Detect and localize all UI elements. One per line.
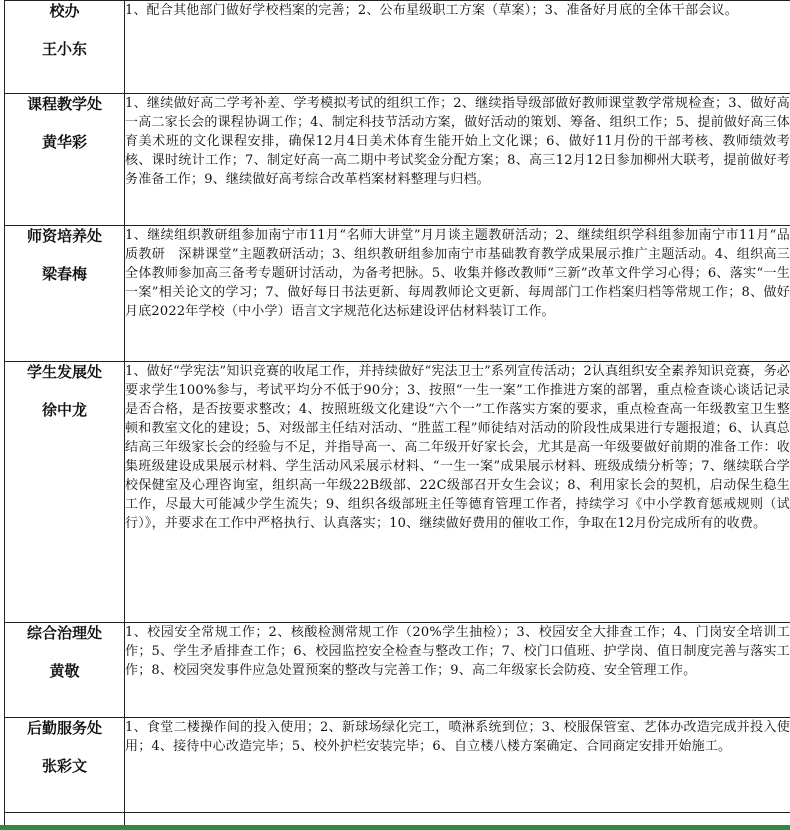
department-name: 综合治理处: [26, 624, 102, 642]
person-name: 徐中龙: [41, 401, 87, 419]
department-cell: [5, 623, 125, 718]
person-name: 黄华彩: [41, 133, 87, 151]
table-row: [5, 226, 790, 362]
table-row-empty: [5, 813, 790, 826]
work-content: 1、继续组织教研组参加南宁市11月“名师大讲堂”月月谈主题教研活动；2、继续组织学科组参加南宁市11月“品质教研 深耕课堂”主题教研活动；3、组织教研组参加南宁市基础教育教学成果展示推广主题活动。4、组织高三全体教师参加高三备考专题研讨活动，为备考把脉。5、收集并修改教师“三新”改革文件学习心得；6、落实“一生一案”相关论文的学习；7、做好每日书法更新、每周教师论文更新、每周部门工作档案归档等常规工作；8、做好月底2022年学校（中小学）语言文字规范化达标建设评估材料装订工作。: [125, 226, 790, 362]
person-name: 张彩文: [41, 757, 87, 775]
department-cell: [5, 94, 125, 226]
department-cell: [5, 718, 125, 813]
work-content: 1、做好“学宪法”知识竞赛的收尾工作，并持续做好“宪法卫士”系列宣传活动；2认真组织安全素养知识竞赛，务必要求学生100%参与，考试平均分不低于90分；3、按照“一生一案”工作推进方案的部署，重点检查谈心谈话记录是否合格，是否按要求整改；4、按照班级文化建设“六个一”工作落实方案的要求，重点检查高一年级教室卫生整顿和教室文化的建设；5、对级部主任结对活动、“胜蓝工程”师徒结对活动的阶段性成果进行专题报道；6、认真总结高三年级家长会的经验与不足，并指导高一、高二年级开好家长会，尤其是高一年级要做好前期的准备工作：收集班级建设成果展示材料、学生活动风采展示材料、“一生一案”成果展示材料、班级成绩分析等；7、继续联合学校保健室及心理咨询室，组织高一年级22B级部、22C级部召开女生会议；8、利用家长会的契机，启动保生稳生工作，尽最大可能减少学生流失；9、组织各级部班主任等德育管理工作者，持续学习《中小学教育惩戒规则（试行）》，并要求在工作中严格执行、认真落实；10、继续做好费用的催收工作，争取在12月份完成所有的收费。: [125, 362, 790, 623]
department-name: 课程教学处: [26, 95, 102, 113]
department-name: 师资培养处: [26, 227, 102, 245]
table-row: [5, 718, 790, 813]
person-name: 黄敬: [49, 662, 80, 680]
empty-cell: [125, 813, 790, 826]
work-content: 1、校园安全常规工作；2、核酸检测常规工作（20%学生抽检）；3、校园安全大排查工作；4、门岗安全培训工作；5、学生矛盾排查工作；6、校园监控安全检查与整改工作；7、校门口值班、护学岗、值日制度完善与落实工作；8、校园突发事件应急处置预案的整改与完善工作；9、高二年级家长会防疫、安全管理工作。: [125, 623, 790, 718]
department-name: 校办: [49, 2, 80, 20]
department-name: 后勤服务处: [26, 719, 102, 737]
department-work-table: [4, 0, 790, 826]
table-row: [5, 94, 790, 226]
empty-cell: [5, 813, 125, 826]
table-row: [5, 623, 790, 718]
department-cell: [5, 226, 125, 362]
work-content: 1、继续做好高二学考补差、学考模拟考试的组织工作；2、继续指导级部做好教师课堂教学常规检查；3、做好高一高二家长会的课程协调工作；4、制定科技节活动方案，做好活动的策划、筹备、组织工作；5、提前做好高三体育美术班的文化课程安排，确保12月4日美术体育生能开始上文化课；6、做好11月份的干部考核、教师绩效考核、课时统计工作；7、制定好高一高二期中考试奖金分配方案；8、高三12月12日参加柳州大联考，提前做好考务准备工作；9、继续做好高考综合改革档案材料整理与归档。: [125, 94, 790, 226]
person-name: 王小东: [41, 40, 87, 58]
department-name: 学生发展处: [26, 363, 102, 381]
work-content: 1、配合其他部门做好学校档案的完善；2、公布星级职工方案（草案）；3、准备好月底的全体干部会议。: [125, 1, 790, 94]
table-row: [5, 1, 790, 94]
work-content: 1、食堂二楼操作间的投入使用；2、新球场绿化完工，喷淋系统到位；3、校服保管室、艺体办改造完成并投入使用；4、接待中心改造完毕；5、校外护栏安装完毕；6、自立楼八楼方案确定、合同商定安排开始施工。: [125, 718, 790, 813]
department-cell: [5, 1, 125, 94]
bottom-accent-bar: [0, 825, 790, 830]
department-cell: [5, 362, 125, 623]
person-name: 梁春梅: [41, 265, 87, 283]
table-row: [5, 362, 790, 623]
